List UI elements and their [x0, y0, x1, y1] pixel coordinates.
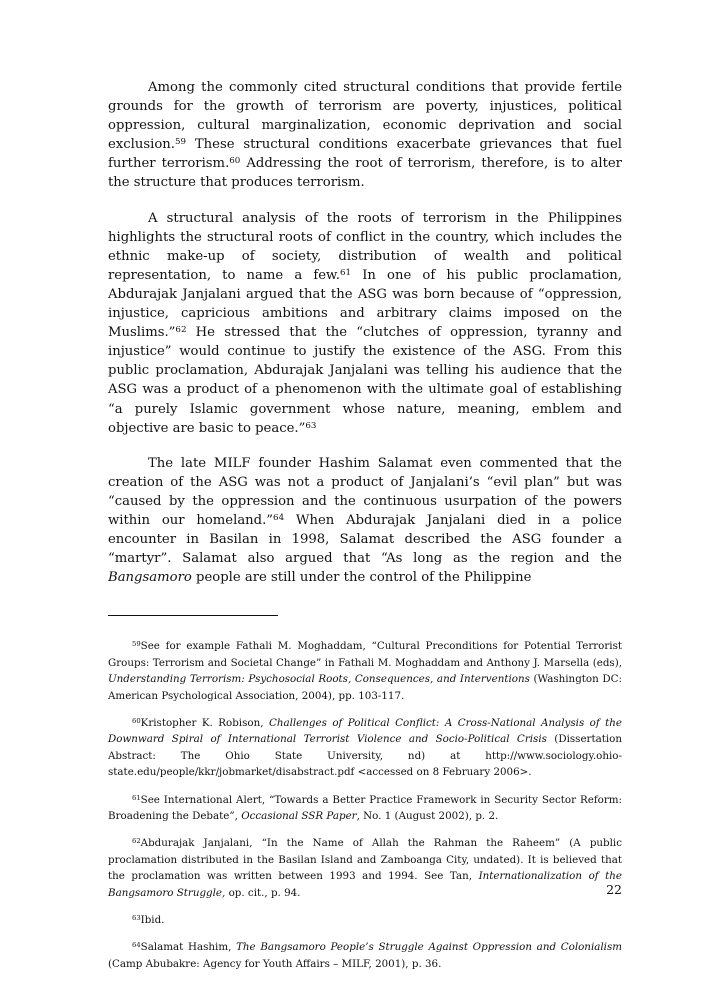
footnote-59-number: 59 [132, 640, 141, 649]
page-number: 22 [606, 882, 622, 897]
footnote-61-italic: Occasional SSR Paper [241, 810, 357, 822]
footnote-64-text-b: (Camp Abubakre: Agency for Youth Affairs – MILF, 2001), p. 36. [108, 957, 442, 970]
footnote-60-number: 60 [132, 716, 141, 725]
footnote-64-italic: The Bangsamoro People’s Struggle Against Oppression and Colonialism [236, 941, 623, 954]
footnote-divider [108, 615, 278, 616]
footnote-ref-64: 64 [273, 513, 285, 524]
paragraph-2 [108, 209, 622, 438]
paragraph-3-italic: Bangsamoro [108, 570, 192, 586]
paragraph-3-text-c: people are still under the control of the Philippine [191, 570, 532, 586]
paragraph-1-text-b: These structural conditions exacerbate grievances that fuel further terrorism. [108, 137, 622, 172]
footnote-64 [108, 939, 622, 972]
footnote-64-number: 64 [132, 941, 141, 950]
paragraph-3-text-b: When Abdurajak Janjalani died in a police encounter in Basilan in 1998, Salamat described the ASG founder a “martyr”. Salamat also argued that “As long as the region and the [108, 512, 622, 567]
paragraph-1 [108, 78, 622, 193]
footnote-60-text-a: Kristopher K. Robison, [140, 716, 269, 729]
paragraph-1-text-c: Addressing the root of terrorism, therefore, is to alter the structure that produces terrorism. [108, 156, 622, 191]
body-text [108, 78, 622, 587]
paragraph-1-text-a: Among the commonly cited structural conditions that provide fertile grounds for the growth of terrorism are poverty, injustices, political oppression, cultural marginalization, economic deprivation and social exclusion. [108, 80, 622, 153]
footnote-63-text: Ibid. [140, 914, 165, 927]
footnote-60-text-b: (Dissertation Abstract: The Ohio State University, nd) at http://www.sociology.ohio-state.edu/people/kkr/jobmarket/disabstract.pdf <accessed on 8 February 2006>. [108, 733, 622, 779]
footnote-ref-62: 62 [175, 325, 187, 336]
paragraph-2-text-c: He stressed that the “clutches of oppression, tyranny and injustice” would continue to justify the existence of the ASG. From this public proclamation, Abdurajak Janjalani was telling his audience that the ASG was a product of a phenomenon with the ultimate goal of establishing “a purely Islamic government whose nature, meaning, emblem and objective are basic to peace.” [108, 325, 622, 436]
footnote-ref-63: 63 [305, 420, 317, 431]
footnote-60 [108, 715, 622, 781]
paragraph-2-text-b: In one of his public proclamation, Abdurajak Janjalani argued that the ASG was born because of “oppression, injustice, capricious ambitions and arbitrary claims imposed on the Muslims.” [108, 267, 622, 341]
footnote-61-number: 61 [132, 793, 141, 802]
footnote-59-text-a: See for example Fathali M. Moghaddam, “Cultural Preconditions for Potential Terrorist Groups: Terrorism and Societal Change” in Fathali M. Moghaddam and Anthony J. Marsella (eds), [108, 640, 622, 669]
footnote-62-text-a: Abdurajak Janjalani, “In the Name of Allah the Rahman the Raheem” (A public proclamation distributed in the Basilan Island and Zamboanga City, undated). It is believed that the proclamation was written between 1993 and 1994. See Tan, [108, 837, 622, 883]
footnote-60-italic: Challenges of Political Conflict: A Cross-National Analysis of the Downward Spiral of International Terrorist Violence and Socio-Political Crisis [108, 716, 622, 746]
footnote-59-text-b: (Washington DC: American Psychological Association, 2004), pp. 103-117. [108, 673, 622, 702]
footnote-61-text-a: See International Alert, “Towards a Better Practice Framework in Security Sector Reform: Broadening the Debate”, [108, 793, 622, 822]
paragraph-2-text-a: A structural analysis of the roots of terrorism in the Philippines highlights the structural roots of conflict in the country, which includes the ethnic make-up of society, distribution of wealth and political representation, to name a few. [108, 210, 622, 283]
footnote-61 [108, 792, 622, 825]
footnote-59-italic: Understanding Terrorism: Psychosocial Roots, Consequences, and Interventions [108, 673, 530, 686]
footnote-ref-61: 61 [339, 267, 352, 278]
footnote-62-number: 62 [132, 837, 141, 846]
paragraph-3 [108, 454, 622, 588]
footnote-62-italic: Internationalization of the Bangsamoro Struggle, [108, 870, 622, 899]
footnote-62-text-b: op. cit., p. 94. [225, 886, 301, 899]
document-page [108, 78, 622, 983]
footnote-61-text-b: , No. 1 (August 2002), p. 2. [356, 810, 499, 822]
paragraph-3-text-a: The late MILF founder Hashim Salamat even commented that the creation of the ASG was not a product of Janjalani’s “evil plan” but was “caused by the oppression and the continuous usurpation of the powers within our homeland.” [108, 455, 622, 528]
footnote-59 [108, 638, 622, 704]
footnotes [108, 638, 622, 972]
footnote-64-text-a: Salamat Hashim, [140, 941, 237, 954]
footnote-ref-60: 60 [229, 156, 241, 167]
footnote-63-number: 63 [132, 913, 141, 922]
footnote-62 [108, 835, 622, 901]
footnote-63 [108, 912, 622, 928]
footnote-ref-59: 59 [174, 137, 187, 148]
